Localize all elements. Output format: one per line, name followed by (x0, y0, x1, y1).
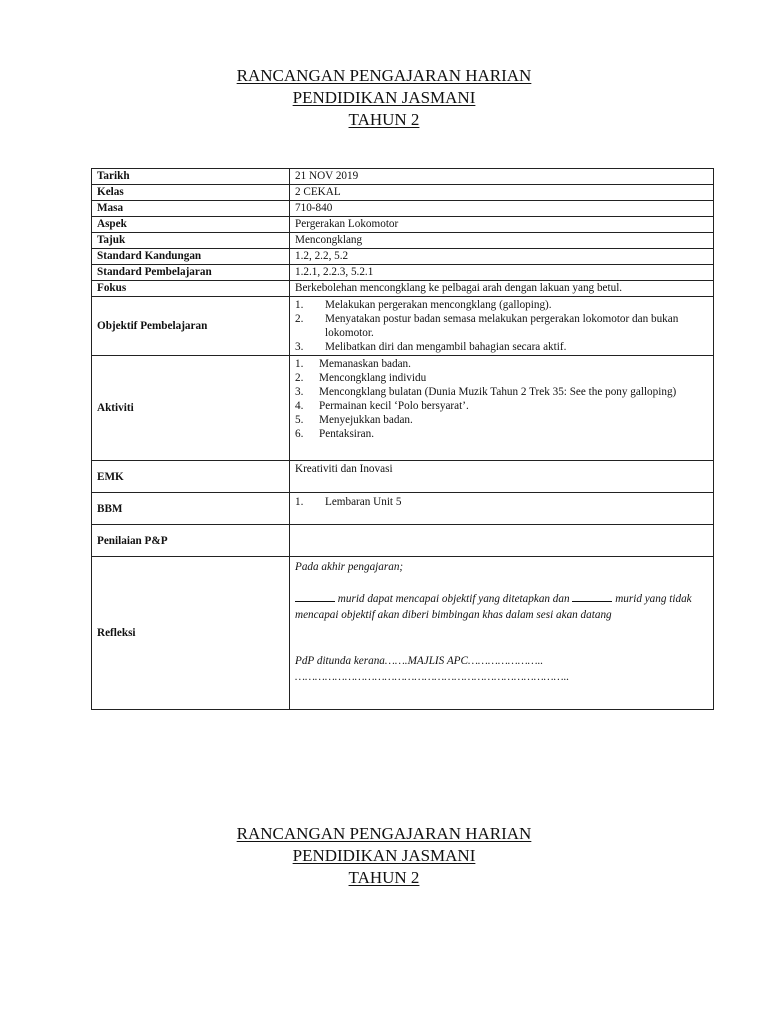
objektif-list (295, 298, 708, 354)
value-masa: 710-840 (290, 201, 714, 217)
value-fokus: Berkebolehan mencongklang ke pelbagai arah dengan lakuan yang betul. (290, 281, 714, 297)
list-item: 2. Menyatakan postur badan semasa melakukan pergerakan lokomotor dan bukan lokomotor. (295, 313, 679, 339)
list-item: 1. Lembaran Unit 5 (295, 496, 402, 508)
list-item: 2. Mencongklang individu (295, 372, 427, 384)
label-standard-pembelajaran: Standard Pembelajaran (92, 265, 290, 281)
label-kelas: Kelas (92, 185, 290, 201)
row-fokus (92, 281, 714, 297)
row-kelas (92, 185, 714, 201)
value-standard-kandungan: 1.2, 2.2, 5.2 (290, 249, 714, 265)
list-item: 5. Menyejukkan badan. (295, 414, 413, 426)
heading-title: RANCANGAN PENGAJARAN HARIAN (236, 66, 532, 85)
value-refleksi (290, 557, 714, 710)
row-standard-pembelajaran (92, 265, 714, 281)
value-objektif (290, 297, 714, 356)
lesson-plan-table (91, 168, 714, 710)
label-standard-kandungan: Standard Kandungan (92, 249, 290, 265)
heading-year: TAHUN 2 (348, 110, 420, 129)
row-aktiviti (92, 356, 714, 461)
heading-subject: PENDIDIKAN JASMANI (292, 846, 476, 865)
refleksi-postponed: PdP ditunda kerana…….MAJLIS APC………………….. (295, 655, 544, 667)
page-heading-repeat (0, 823, 768, 889)
row-penilaian (92, 525, 714, 557)
row-emk (92, 461, 714, 493)
refleksi-dotted-line: ……………………………………………………………………….. (295, 671, 570, 683)
value-aspek: Pergerakan Lokomotor (290, 217, 714, 233)
label-refleksi: Refleksi (92, 557, 290, 710)
list-item: 4. Permainan kecil ‘Polo bersyarat’. (295, 400, 469, 412)
blank-line (572, 591, 612, 602)
row-tajuk (92, 233, 714, 249)
value-emk: Kreativiti dan Inovasi (290, 461, 714, 493)
row-tarikh (92, 169, 714, 185)
label-objektif: Objektif Pembelajaran (92, 297, 290, 356)
list-item: 1. Melakukan pergerakan mencongklang (galloping). (295, 299, 552, 311)
page-heading (0, 65, 768, 131)
refleksi-intro: Pada akhir pengajaran; (295, 561, 404, 573)
list-item: 6. Pentaksiran. (295, 428, 374, 440)
blank-line (295, 591, 335, 602)
label-tajuk: Tajuk (92, 233, 290, 249)
label-emk: EMK (92, 461, 290, 493)
list-item: 3. Melibatkan diri dan mengambil bahagian secara aktif. (295, 341, 567, 353)
heading-year: TAHUN 2 (348, 868, 420, 887)
label-aspek: Aspek (92, 217, 290, 233)
refleksi-statement: murid dapat mencapai objektif yang ditetapkan dan murid yang tidak mencapai objektif akan diberi bimbingan khas dalam sesi akan datang (295, 593, 692, 621)
row-objektif (92, 297, 714, 356)
value-tarikh: 21 NOV 2019 (290, 169, 714, 185)
value-bbm (290, 493, 714, 525)
value-penilaian (290, 525, 714, 557)
value-tajuk: Mencongklang (290, 233, 714, 249)
row-masa (92, 201, 714, 217)
heading-title: RANCANGAN PENGAJARAN HARIAN (236, 824, 532, 843)
label-fokus: Fokus (92, 281, 290, 297)
value-aktiviti (290, 356, 714, 461)
aktiviti-list (295, 357, 708, 441)
label-masa: Masa (92, 201, 290, 217)
label-tarikh: Tarikh (92, 169, 290, 185)
label-bbm: BBM (92, 493, 290, 525)
row-standard-kandungan (92, 249, 714, 265)
row-bbm (92, 493, 714, 525)
heading-subject: PENDIDIKAN JASMANI (292, 88, 476, 107)
value-standard-pembelajaran: 1.2.1, 2.2.3, 5.2.1 (290, 265, 714, 281)
value-kelas: 2 CEKAL (290, 185, 714, 201)
list-item: 1. Memanaskan badan. (295, 358, 411, 370)
row-refleksi (92, 557, 714, 710)
list-item: 3. Mencongklang bulatan (Dunia Muzik Tahun 2 Trek 35: See the pony galloping) (295, 386, 677, 398)
label-aktiviti: Aktiviti (92, 356, 290, 461)
label-penilaian: Penilaian P&P (92, 525, 290, 557)
row-aspek (92, 217, 714, 233)
